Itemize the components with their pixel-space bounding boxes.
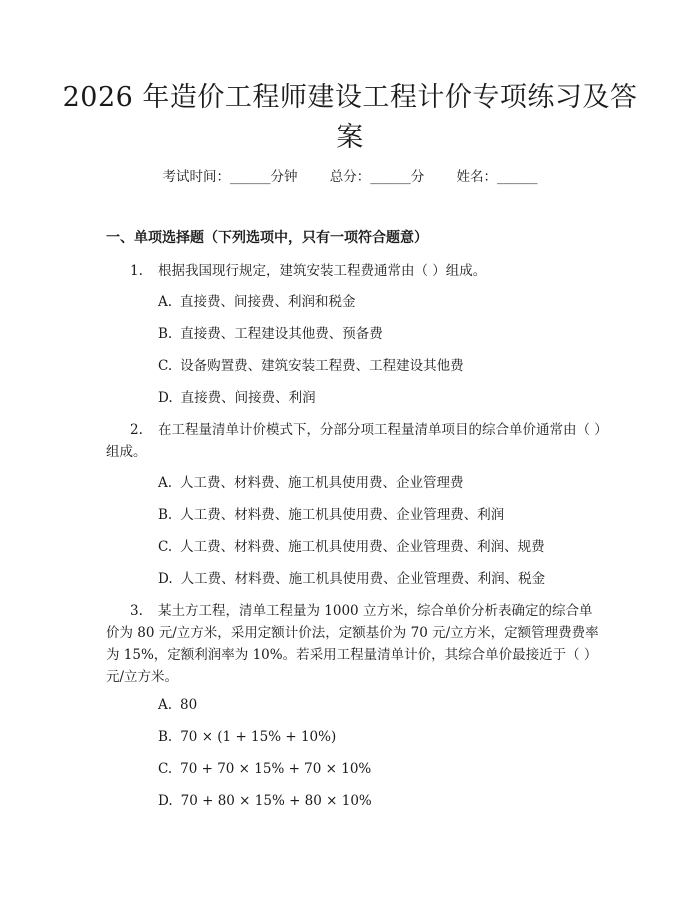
option-3a [158,694,598,716]
option-label: A. [158,475,173,491]
option-2d [158,568,598,590]
exam-score: 总分：______分 [329,169,425,185]
section-title: 一、单项选择题（下列选项中，只有一项符合题意） [106,230,428,246]
option-text: 人工费、材料费、施工机具使用费、企业管理费、利润、规费 [180,539,545,555]
option-text: 直接费、间接费、利润和税金 [180,294,356,310]
question-2 [106,419,604,463]
option-text: 直接费、间接费、利润 [180,390,316,406]
option-2c [158,536,598,558]
option-1c [158,355,598,377]
question-text: 在工程量清单计价模式下，分部分项工程量清单项目的综合单价通常由（ ）组成。 [106,422,602,460]
question-number: 3. [130,603,143,619]
option-text: 人工费、材料费、施工机具使用费、企业管理费、利润 [180,507,505,523]
question-number: 2. [130,422,143,438]
option-label: B. [158,326,173,342]
question-3 [106,600,604,688]
option-label: C. [158,539,173,555]
option-text: 设备购置费、建筑安装工程费、工程建设其他费 [180,358,464,374]
option-label: C. [158,358,173,374]
option-label: A. [158,697,173,713]
option-label: D. [158,793,173,809]
option-label: C. [158,761,173,777]
option-2b [158,504,598,526]
option-1a [158,291,598,313]
option-text: 人工费、材料费、施工机具使用费、企业管理费、利润、税金 [180,571,546,587]
option-3b [158,726,598,748]
option-label: A. [158,294,173,310]
exam-meta [0,166,700,188]
option-1b [158,323,598,345]
option-text: 70 + 80 × 15% + 80 × 10% [180,793,372,809]
option-2a [158,472,598,494]
question-1 [106,260,604,282]
option-text: 70 × (1 + 15% + 10%) [180,729,337,745]
option-text: 直接费、工程建设其他费、预备费 [180,326,383,342]
exam-time: 考试时间：______分钟 [162,169,298,185]
option-3d [158,790,598,812]
option-text: 人工费、材料费、施工机具使用费、企业管理费 [180,475,464,491]
option-text: 80 [180,697,198,713]
question-text: 根据我国现行规定，建筑安装工程费通常由（ ）组成。 [158,263,487,279]
option-1d [158,387,598,409]
option-3c [158,758,598,780]
option-text: 70 + 70 × 15% + 70 × 10% [180,761,372,777]
exam-name: 姓名：______ [456,169,538,185]
document-title: 2026 年造价工程师建设工程计价专项练习及答案 [62,82,638,153]
option-label: B. [158,729,173,745]
option-label: B. [158,507,173,523]
question-number: 1. [130,263,143,279]
option-label: D. [158,571,173,587]
option-label: D. [158,390,173,406]
question-text: 某土方工程，清单工程量为 1000 立方米，综合单价分析表确定的综合单价为 80 元/立方米，采用定额计价法，定额基价为 70 元/立方米，定额管理费费率为 15%，定额利润率为 10%。若采用工程量清单计价，其综合单价最接近于（ ）元/立方米。 [106,603,599,685]
